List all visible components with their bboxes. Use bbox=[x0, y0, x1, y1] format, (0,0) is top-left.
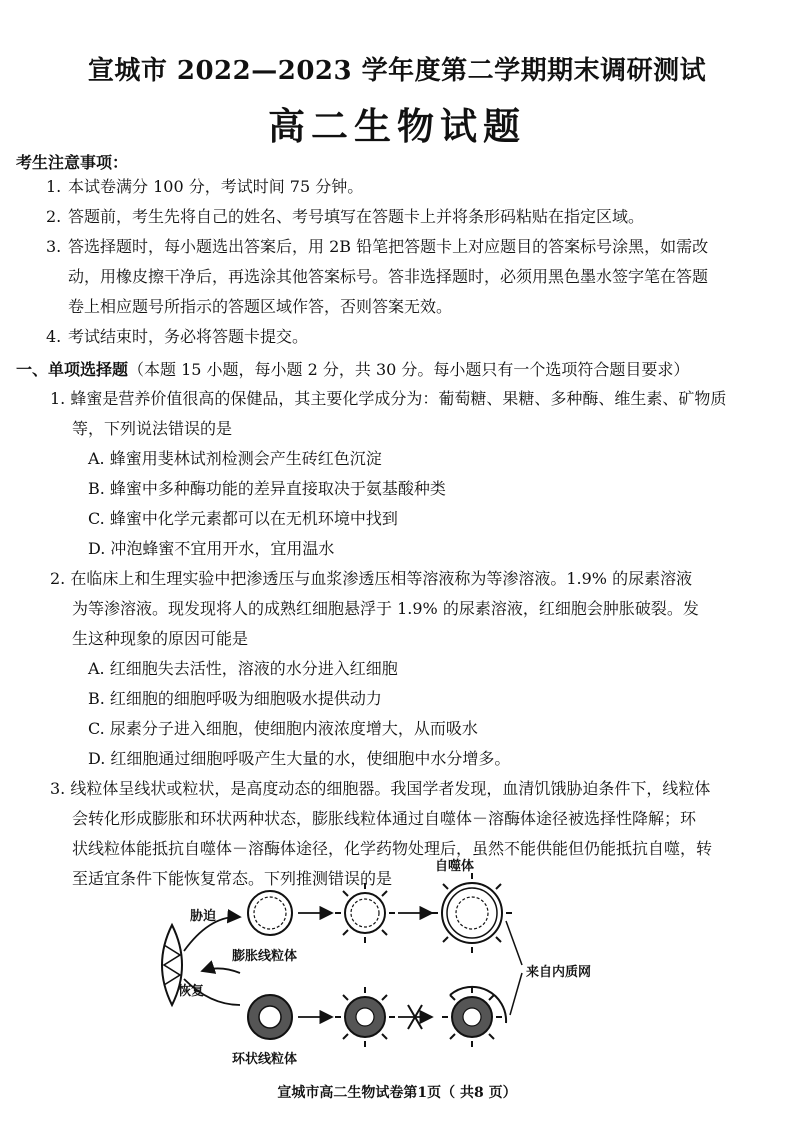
question-2-option-b: B. 红细胞的细胞呼吸为细胞吸水提供动力 bbox=[88, 689, 382, 708]
notice-num: 2. bbox=[46, 207, 62, 226]
question-1-option-c: C. 蜂蜜中化学元素都可以在无机环境中找到 bbox=[88, 509, 398, 528]
question-line: 状线粒体能抵抗自噬体－溶酶体途径，化学药物处理后，虽然不能供能但仍能抵抗自噬，转 bbox=[72, 839, 713, 858]
notice-text: 卷上相应题号所指示的答题区域作答，否则答案无效。 bbox=[68, 297, 453, 316]
swollen-mitochondrion bbox=[248, 891, 292, 935]
recover-arrow bbox=[202, 968, 240, 973]
section-desc: （本题 15 小题，每小题 2 分，共 30 分。每小题只有一个选项符合题目要求） bbox=[128, 360, 690, 379]
ring-mitochondrion bbox=[248, 995, 292, 1039]
er-line-1 bbox=[506, 921, 522, 965]
question-2-option-a: A. 红细胞失去活性，溶液的水分进入红细胞 bbox=[88, 659, 398, 678]
phagophore-swollen bbox=[335, 883, 395, 943]
question-1-option-a: A. 蜂蜜用斐林试剂检测会产生砖红色沉淀 bbox=[88, 449, 382, 468]
notice-item-1 bbox=[46, 172, 766, 202]
section-heading bbox=[16, 357, 689, 380]
notice-item-3 bbox=[46, 232, 766, 322]
label-stress: 胁迫 bbox=[190, 909, 217, 924]
notice-item-4 bbox=[46, 322, 766, 352]
notice-heading: 考生注意事项： bbox=[16, 153, 129, 172]
question-1-stem bbox=[50, 384, 762, 444]
question-1-option-b: B. 蜂蜜中多种酶功能的差异直接取决于氨基酸种类 bbox=[88, 479, 446, 498]
notice-item-2 bbox=[46, 202, 766, 232]
label-ring-mitochondrion: 环状线粒体 bbox=[232, 1052, 298, 1067]
question-1-option-d: D. 冲泡蜂蜜不宜用开水，宜用温水 bbox=[88, 539, 335, 558]
label-recover: 恢复 bbox=[178, 984, 205, 999]
question-2-option-d: D. 红细胞通过细胞呼吸产生大量的水，使细胞中水分增多。 bbox=[88, 749, 511, 768]
notice-num: 4. bbox=[46, 327, 62, 346]
notice-text: 动，用橡皮擦干净后，再选涂其他答案标号。答非选择题时，必须用黑色墨水签字笔在答题 bbox=[68, 267, 709, 286]
phagophore-ring bbox=[335, 987, 395, 1047]
notice-text: 答题前，考生先将自己的姓名、考号填写在答题卡上并将条形码粘贴在指定区域。 bbox=[68, 207, 645, 226]
label-swollen-mitochondrion: 膨胀线粒体 bbox=[232, 949, 298, 964]
question-line: 2. 在临床上和生理实验中把渗透压与血浆渗透压相等溶液称为等渗溶液。1.9% 的尿素溶液 bbox=[50, 569, 693, 588]
autophagosome-swollen bbox=[432, 873, 512, 953]
notice-text: 本试卷满分 100 分，考试时间 75 分钟。 bbox=[68, 177, 364, 196]
question-line: 3. 线粒体呈线状或粒状，是高度动态的细胞器。我国学者发现，血清饥饿胁迫条件下，线粒体 bbox=[50, 779, 711, 798]
notice-text: 考试结束时，务必将答题卡提交。 bbox=[68, 327, 309, 346]
question-line: 至适宜条件下能恢复常态。下列推测错误的是 bbox=[72, 869, 393, 888]
blocked-ring bbox=[442, 987, 506, 1047]
question-line: 1. 蜂蜜是营养价值很高的保健品，其主要化学成分为：葡萄糖、果糖、多种酶、维生素、矿物质 bbox=[50, 389, 727, 408]
section-title: 一、单项选择题 bbox=[16, 360, 129, 379]
notice-num: 3. bbox=[46, 237, 62, 256]
label-autophagosome: 自噬体 bbox=[435, 859, 475, 874]
question-2-stem bbox=[50, 564, 762, 654]
label-er: 来自内质网 bbox=[526, 965, 592, 980]
question-2-option-c: C. 尿素分子进入细胞，使细胞内液浓度增大，从而吸水 bbox=[88, 719, 478, 738]
exam-title: 宣城市 2022—2023 学年度第二学期期末调研测试 bbox=[87, 56, 707, 86]
question-line: 等，下列说法错误的是 bbox=[72, 419, 233, 438]
question-line: 生这种现象的原因可能是 bbox=[72, 629, 249, 648]
page-footer: 宣城市高二生物试卷第1页（ 共8 页） bbox=[277, 1085, 517, 1101]
notice-num: 1. bbox=[46, 177, 62, 196]
exam-subject-title: 高二生物试题 bbox=[268, 104, 526, 148]
question-line: 会转化形成膨胀和环状两种状态，膨胀线粒体通过自噬体－溶酶体途径被选择性降解；环 bbox=[72, 809, 697, 828]
question-line: 为等渗溶液。现发现将人的成熟红细胞悬浮于 1.9% 的尿素溶液，红细胞会肿胀破裂。发 bbox=[72, 599, 699, 618]
notice-text: 答选择题时，每小题选出答案后，用 2B 铅笔把答题卡上对应题目的答案标号涂黑，如需改 bbox=[68, 237, 709, 256]
mitochondria-diagram bbox=[150, 855, 650, 1085]
er-line-2 bbox=[510, 973, 522, 1015]
